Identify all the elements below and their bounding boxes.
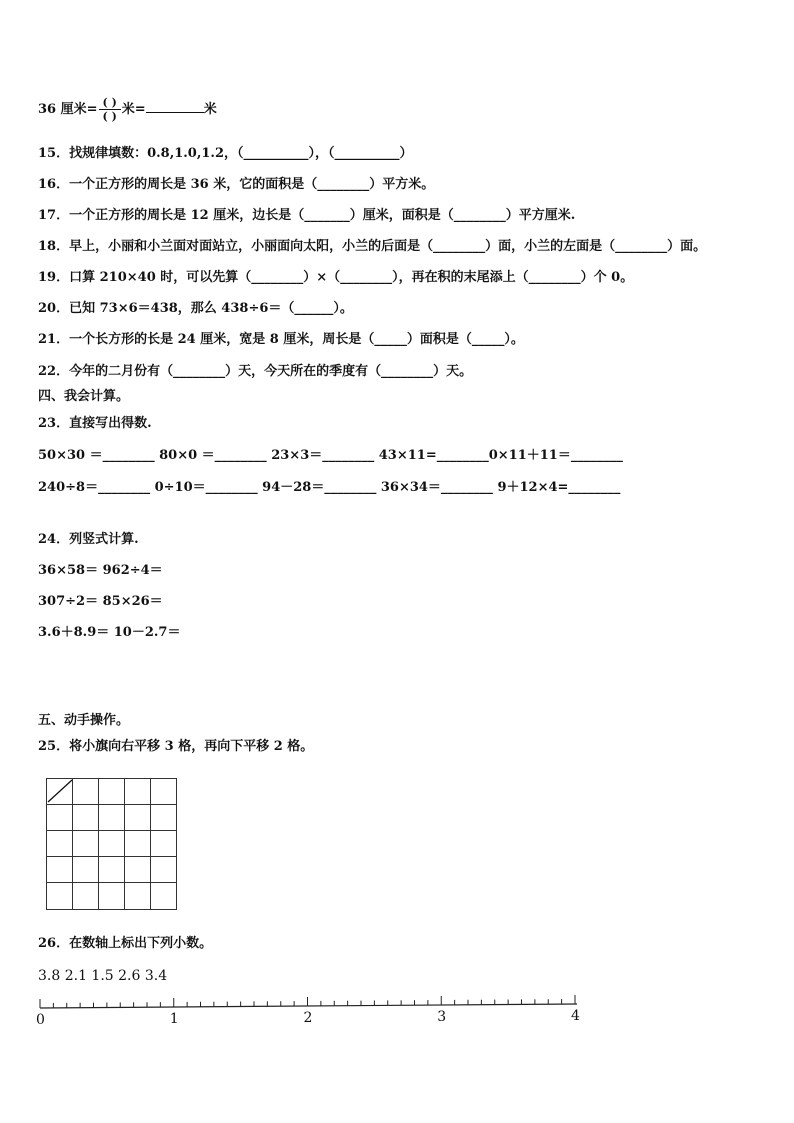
axis-label-2: 2: [303, 1010, 313, 1026]
question-17: 17．一个正方形的周长是 12 厘米，边长是（_______）厘米，面积是（________）平方厘米.: [38, 208, 576, 223]
fraction-numerator: ( ): [99, 96, 121, 110]
section-4-heading: 四、我会计算。: [38, 389, 130, 404]
answer-blank: [146, 100, 204, 113]
question-16: 16．一个正方形的周长是 36 米，它的面积是（________）平方米。: [38, 177, 435, 192]
question-23: 23．直接写出得数.: [38, 416, 152, 431]
question-24: 24．列竖式计算.: [38, 532, 139, 547]
vertical-calc-2: 307÷2＝ 85×26＝: [38, 594, 163, 609]
conversion-question: [38, 96, 217, 123]
axis-label-0: 0: [36, 1012, 45, 1028]
unit-m-2: 米: [203, 102, 217, 117]
vertical-calc-1: 36×58＝ 962÷4＝: [38, 563, 163, 578]
question-20: 20．已知 73×6＝438，那么 438÷6＝（______）。: [38, 301, 353, 316]
calc-row-2: 240÷8＝________ 0÷10＝________ 94－28＝________ 36×34＝________ 9＋12×4=________: [38, 480, 621, 495]
axis-label-3: 3: [437, 1009, 447, 1025]
number-line: [30, 990, 590, 1032]
translation-grid: [46, 778, 178, 911]
unit-cm: 厘米=: [60, 102, 98, 117]
flag-icon: [48, 780, 72, 802]
question-22: 22．今年的二月份有（________）天，今天所在的季度有（________）天。: [38, 364, 473, 379]
fraction-denominator: ( ): [102, 110, 117, 123]
vertical-calc-3: 3.6＋8.9＝ 10－2.7＝: [38, 625, 181, 640]
question-18: 18．早上，小丽和小兰面对面站立，小丽面向太阳，小兰的后面是（________）面，小兰的左面是（________）面。: [38, 239, 707, 254]
question-21: 21．一个长方形的长是 24 厘米，宽是 8 厘米，周长是（_____）面积是（_____）。: [38, 332, 524, 347]
calc-row-1: 50×30 ＝________ 80×0 ＝________ 23×3＝________ 43×11=________0×11＋11＝________: [38, 448, 623, 463]
question-19: 19．口算 210×40 时，可以先算（________）×（________），再在积的末尾添上（________）个 0。: [38, 270, 634, 285]
unit-m-1: 米=: [121, 102, 146, 117]
value-36: 36: [38, 102, 57, 117]
question-15: 15．找规律填数：0.8,1.0,1.2，（__________），（__________）: [38, 146, 413, 161]
section-5-heading: 五、动手操作。: [38, 713, 130, 728]
axis-label-1: 1: [169, 1011, 179, 1027]
question-26: 26．在数轴上标出下列小数。: [38, 936, 213, 951]
axis-label-4: 4: [571, 1008, 580, 1024]
question-25: 25．将小旗向右平移 3 格，再向下平移 2 格。: [38, 739, 314, 754]
decimal-list: 3.8 2.1 1.5 2.6 3.4: [38, 968, 168, 984]
fraction-blank: [99, 96, 121, 123]
